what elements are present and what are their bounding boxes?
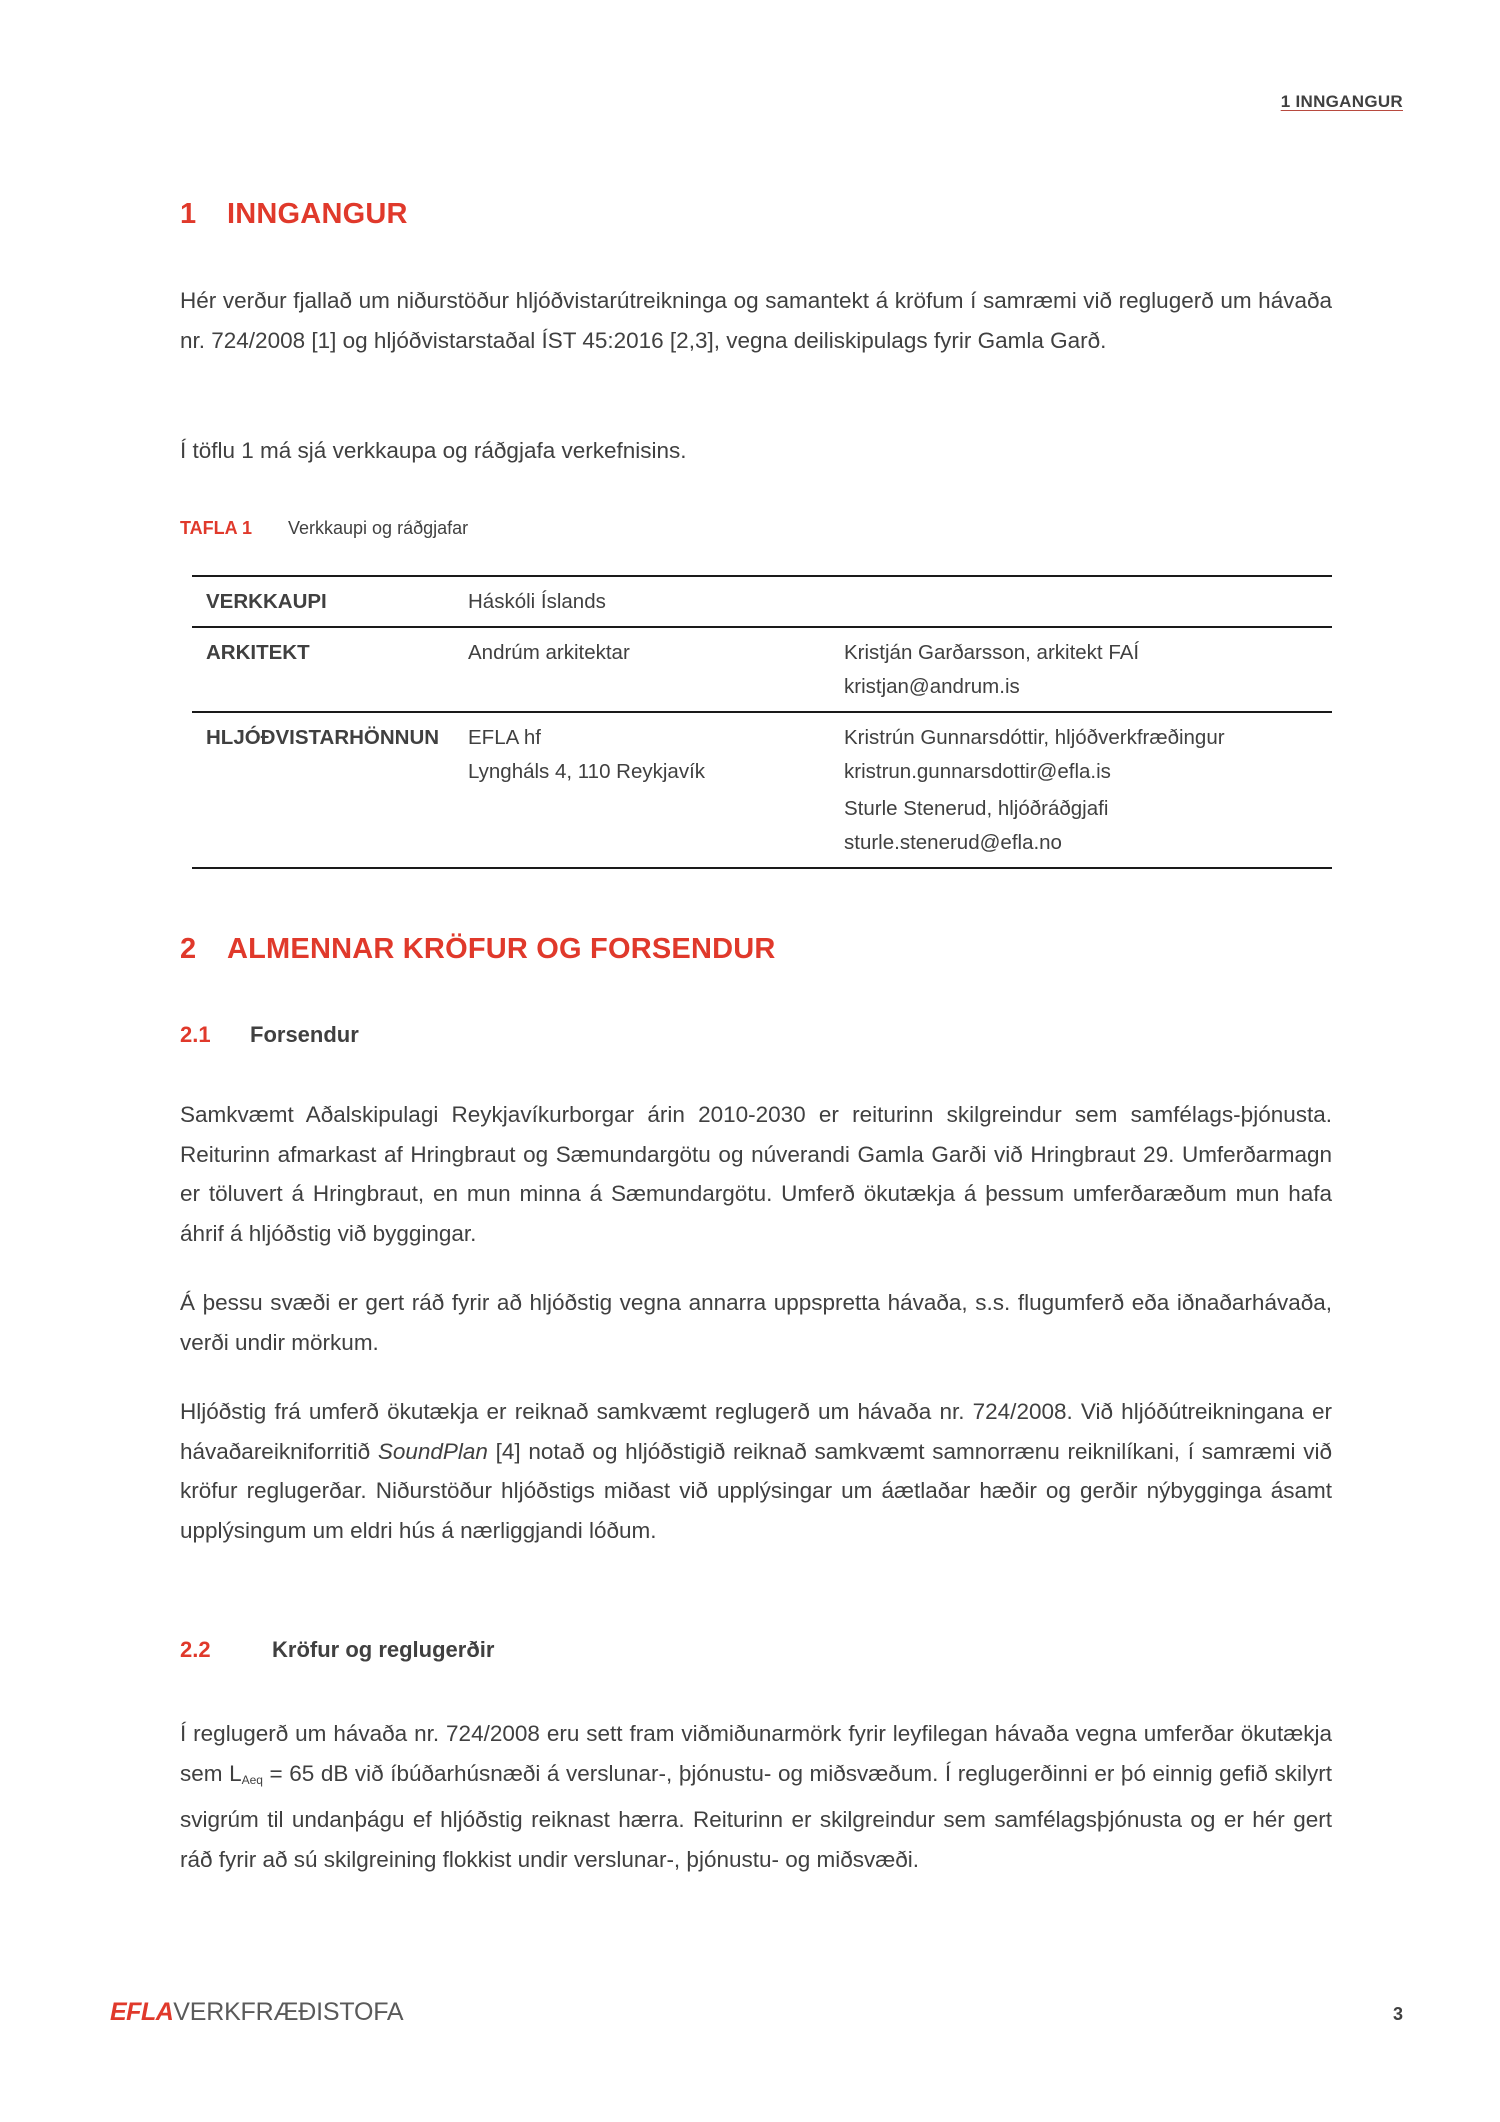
table-caption <box>180 518 468 539</box>
table-row <box>192 627 1332 712</box>
row-value <box>468 712 844 868</box>
contact-name: Kristrún Gunnarsdóttir, hljóðverkfræðingur <box>844 725 1225 749</box>
subsection-2-2-heading <box>180 1637 494 1663</box>
consultants-table <box>192 575 1332 869</box>
section-number: 1 <box>180 198 197 230</box>
row-contact <box>844 712 1332 868</box>
section-title: INNGANGUR <box>227 198 408 230</box>
section-number: 2 <box>180 933 197 965</box>
table-row <box>192 576 1332 627</box>
subsection-number: 2.1 <box>180 1022 211 1047</box>
section-1-heading <box>180 198 408 231</box>
row-value: Andrúm arkitektar <box>468 640 630 664</box>
forsendur-paragraph-1: Samkvæmt Aðalskipulagi Reykjavíkurborgar árin 2010-2030 er reiturinn skilgreindur sem samfélags-þjónusta. Reiturinn afmarkast af Hringbraut og Sæmundargötu og núverandi Gamla Garði við Hringbraut 29. Umferðarmagn er töluvert á Hringbraut, en mun minna á Sæmundargötu. Umferð ökutækja á þessum umferðaræðum mun hafa áhrif á hljóðstig við byggingar. <box>180 1102 1332 1246</box>
text-run: [4] notað og hljóðstigið reiknað samkvæmt samnorrænu reiknilíkani, í samræmi við kröfur reglugerðar. Niðurstöður hljóðstigs miðast við upplýsingar um áætlaðar hæðir og gerðir nýbygginga ásamt upplýsingum um eldri hús á nærliggjandi lóðum. <box>180 1438 1332 1543</box>
subsection-number: 2.2 <box>180 1637 211 1662</box>
contact-email[interactable]: kristjan@andrum.is <box>844 675 1020 698</box>
section-2-heading <box>180 933 776 966</box>
table-reference-paragraph: Í töflu 1 má sjá verkkaupa og ráðgjafa verkefnisins. <box>180 438 687 463</box>
text-run: Í reglugerð um hávaða nr. 724/2008 eru sett fram viðmiðunarmörk fyrir leyfilegan hávaða vegna umferðar ökutækja sem L <box>180 1721 1332 1786</box>
page-number: 3 <box>1392 2004 1403 2024</box>
brand-name: EFLA <box>110 1998 174 2026</box>
intro-paragraph: Hér verður fjallað um niðurstöður hljóðvistarútreikninga og samantekt á kröfum í samræmi við reglugerð um hávaða nr. 724/2008 [1] og hljóðvistarstaðal ÍST 45:2016 [2,3], vegna deiliskipulags fyrir Gamla Garð. <box>180 288 1332 353</box>
text-run: Hljóðstig frá umferð ökutækja er reiknað samkvæmt reglugerð um hávaða nr. 724/2008. Við hljóðútreikningana er hávaðareikniforritið <box>180 1399 1332 1464</box>
subscript: Aeq <box>241 1772 263 1787</box>
contact-name: Sturle Stenerud, hljóðráðgjafi <box>844 796 1109 820</box>
running-header: 1 INNGANGUR <box>1280 92 1403 111</box>
table-row <box>192 712 1332 868</box>
forsendur-paragraph-3 <box>180 1392 1332 1550</box>
table-label: TAFLA 1 <box>180 518 252 538</box>
kroefur-paragraph <box>180 1714 1332 1879</box>
forsendur-paragraph-2: Á þessu svæði er gert ráð fyrir að hljóðstig vegna annarra uppspretta hávaða, s.s. flugumferð eða iðnaðarhávaða, verði undir mörkum. <box>180 1290 1332 1355</box>
row-key: HLJÓÐVISTARHÖNNUN <box>206 725 440 749</box>
contact-email[interactable]: sturle.stenerud@efla.no <box>844 831 1062 854</box>
company-address: Lyngháls 4, 110 Reykjavík <box>468 760 706 783</box>
row-contact <box>844 576 1332 627</box>
row-key: ARKITEKT <box>206 640 310 664</box>
contact-name: Kristján Garðarsson, arkitekt FAÍ <box>844 640 1140 664</box>
text-run: = 65 dB við íbúðarhúsnæði á verslunar-, þjónustu- og miðsvæðum. Í reglugerðinni er þó einnig gefið skilyrt svigrúm til undanþágu ef hljóðstig reiknast hærra. Reiturinn er skilgreindur sem samfélagsþjónusta og er hér gert ráð fyrir að sú skilgreining flokkist undir verslunar-, þjónustu- og miðsvæði. <box>180 1760 1332 1872</box>
subsection-title: Forsendur <box>250 1022 359 1047</box>
subsection-2-1-heading <box>180 1022 359 1048</box>
row-value: Háskóli Íslands <box>468 590 606 613</box>
subsection-title: Kröfur og reglugerðir <box>272 1637 495 1662</box>
efla-logo <box>110 1998 403 2027</box>
brand-subtitle: VERKFRÆÐISTOFA <box>173 1998 404 2026</box>
table-caption-text: Verkkaupi og ráðgjafar <box>288 518 469 538</box>
row-key: VERKKAUPI <box>206 590 327 613</box>
row-contact <box>844 627 1332 712</box>
company-name: EFLA hf <box>468 725 541 749</box>
software-name: SoundPlan <box>377 1438 488 1464</box>
section-title: ALMENNAR KRÖFUR OG FORSENDUR <box>227 933 776 965</box>
contact-email[interactable]: kristrun.gunnarsdottir@efla.is <box>844 760 1111 783</box>
